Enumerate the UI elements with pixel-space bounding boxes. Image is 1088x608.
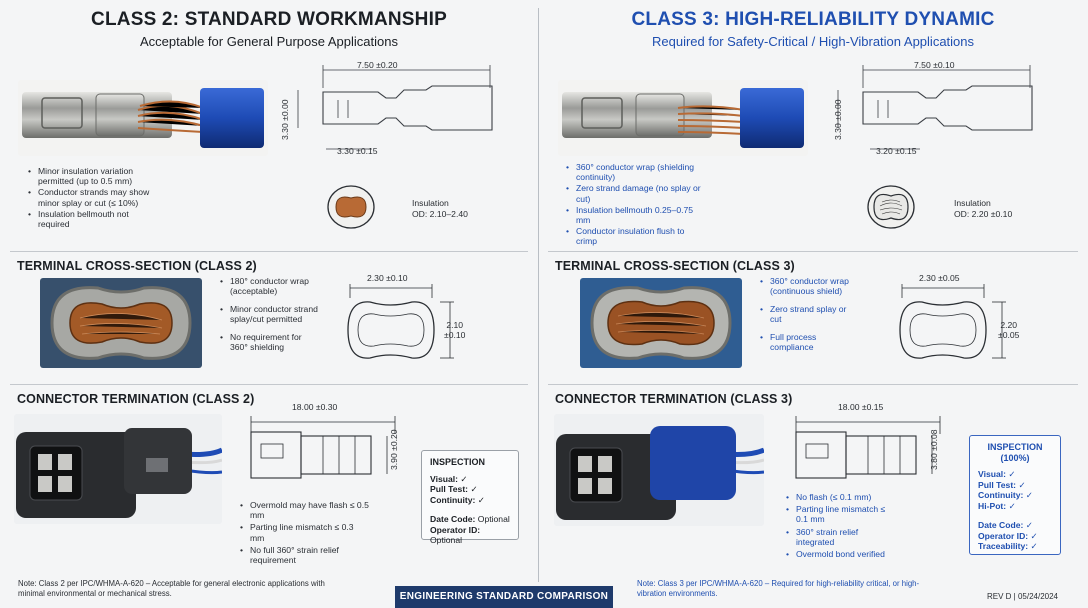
bullet-item: • 360° conductor wrap (shielding continuity) [566, 162, 706, 182]
class2-crimp-barrel-dim: 3.30 ±0.15 [337, 146, 378, 156]
class3-footer-note: Note: Class 3 per IPC/WHMA-A-620 – Required for high-reliability critical, or high-vibration environments. [637, 579, 920, 598]
inspection-label: Pull Test: [430, 484, 469, 494]
check-icon: ✓ [1018, 479, 1026, 490]
inspection-label: Traceability: [978, 541, 1029, 551]
bullet-item: • No flash (≤ 0.1 mm) [786, 492, 896, 502]
revision-label: REV D | 05/24/2024 [986, 592, 1058, 601]
class3-insulation-label: Insulation [954, 198, 991, 208]
class3-subtitle: Required for Safety-Critical / High-Vibration Applications [651, 34, 975, 49]
bullet-item: • No full 360° strain relief requirement [240, 545, 370, 565]
class3-insulation-od: OD: 2.20 ±0.10 [954, 209, 1013, 219]
class3-connector-length-dim: 18.00 ±0.15 [838, 402, 884, 412]
bullet-item: • 360° strain relief integrated [786, 527, 896, 547]
class2-inspection-box [421, 450, 519, 545]
inspection-label: Continuity: [430, 494, 476, 505]
check-icon: ✓ [477, 494, 485, 505]
class3-inspection-box [969, 435, 1061, 555]
check-icon: ✓ [1030, 530, 1038, 541]
class3-connector-heading: CONNECTOR TERMINATION (CLASS 3) [555, 392, 793, 406]
class2-connector-heading: CONNECTOR TERMINATION (CLASS 2) [17, 392, 255, 406]
class3-crimp-bullets [566, 162, 706, 248]
inspection-row [430, 525, 510, 546]
class3-crimp-photo [558, 80, 808, 156]
inspection-title: INSPECTION [430, 457, 486, 467]
check-icon: ✓ [1025, 520, 1033, 530]
inspection-value: Optional [430, 535, 463, 545]
class2-connector-photo [14, 414, 222, 524]
inspection-row [978, 531, 1052, 542]
inspection-row [978, 541, 1052, 552]
class2-connector-height-dim: 3.90 ±0.20 [389, 429, 399, 470]
class3-connector-photo [554, 414, 764, 526]
inspection-row [430, 474, 510, 485]
check-icon: ✓ [1025, 490, 1033, 500]
class2-cross-width-dim: 2.30 ±0.10 [367, 273, 408, 283]
inspection-label: Operator ID: [978, 530, 1029, 541]
inspection-row [978, 501, 1052, 512]
bullet-item: • 180° conductor wrap (acceptable) [220, 276, 320, 296]
class3-title: CLASS 3: HIGH-RELIABILITY DYNAMIC [631, 9, 995, 30]
class2-cross-section-heading: TERMINAL CROSS-SECTION (CLASS 2) [17, 259, 257, 273]
class2-connector-length-dim: 18.00 ±0.30 [292, 402, 338, 412]
class2-insulation-label: Insulation [412, 198, 449, 208]
bullet-item: • Parting line mismatch ≤ 0.3 mm [240, 522, 370, 542]
inspection-row [978, 469, 1052, 480]
bullet-item: • Zero strand splay or cut [760, 304, 860, 324]
class2-subtitle: Acceptable for General Purpose Applications [140, 34, 398, 49]
class2-cross-section-bullets [220, 276, 320, 353]
check-icon: ✓ [470, 484, 478, 494]
class2-insulation-od: OD: 2.10–2.40 [412, 209, 468, 219]
section-divider [548, 251, 1078, 252]
inspection-label: Operator ID: [430, 524, 481, 535]
class3-cross-width-dim: 2.30 ±0.05 [919, 273, 960, 283]
class3-crimp-length-dim: 7.50 ±0.10 [914, 60, 955, 70]
check-icon: ✓ [1008, 500, 1016, 511]
class3-connector-bullets [786, 492, 896, 560]
bullet-item: • Overmold bond verified [786, 549, 896, 559]
bullet-item: • Minor insulation variation permitted (up to 0.5 mm) [28, 166, 158, 186]
section-divider [548, 384, 1078, 385]
bullet-item: • Overmold may have flash ≤ 0.5 mm [240, 500, 370, 520]
inspection-row [978, 490, 1052, 501]
section-divider [10, 384, 528, 385]
class2-crimp-height-dim: 3.30 ±0.00 [280, 99, 290, 140]
inspection-label: Visual: [430, 473, 459, 484]
bullet-item: • Conductor insulation flush to crimp [566, 226, 706, 246]
inspection-label: Pull Test: [978, 479, 1017, 490]
class2-crimp-length-dim: 7.50 ±0.20 [357, 60, 398, 70]
class3-cross-height-dim: 2.20 ±0.05 [998, 320, 1020, 340]
bullet-item: • Minor conductor strand splay/cut permitted [220, 304, 320, 324]
class3-connector-height-dim: 3.80 ±0.08 [929, 429, 939, 470]
check-icon: ✓ [460, 473, 468, 484]
check-icon: ✓ [1008, 469, 1016, 479]
class2-crimp-drawing [290, 58, 510, 166]
class2-connector-bullets [240, 500, 370, 566]
bullet-item: • Zero strand damage (no splay or cut) [566, 183, 706, 203]
class3-crimp-barrel-dim: 3.20 ±0.15 [876, 146, 917, 156]
inspection-label: Continuity: [978, 490, 1024, 500]
footer-title-bar: ENGINEERING STANDARD COMPARISON [395, 586, 613, 608]
class2-crimp-photo [18, 80, 268, 156]
class2-cross-section-photo [40, 278, 202, 368]
column-divider [538, 8, 539, 582]
inspection-label: Hi-Pot: [978, 500, 1007, 511]
inspection-value: Optional [477, 514, 510, 524]
check-icon: ✓ [1030, 541, 1038, 551]
bullet-item: • 360° conductor wrap (continuous shield) [760, 276, 860, 296]
class2-small-cross-section [326, 184, 376, 230]
inspection-row [978, 520, 1052, 531]
section-divider [10, 251, 528, 252]
bullet-item: • No requirement for 360° shielding [220, 332, 320, 352]
class2-cross-height-dim: 2.10 ±0.10 [444, 320, 466, 340]
class2-title: CLASS 2: STANDARD WORKMANSHIP [91, 9, 447, 30]
class3-crimp-drawing [830, 58, 1050, 166]
class3-crimp-height-dim: 3.30 ±0.00 [833, 99, 843, 140]
class3-cross-section-photo [580, 278, 742, 368]
bullet-item: • Full process compliance [760, 332, 860, 352]
bullet-item: • Insulation bellmouth not required [28, 209, 158, 229]
class2-crimp-bullets [28, 166, 158, 230]
inspection-label: Date Code: [430, 514, 476, 524]
inspection-label: Date Code: [978, 520, 1024, 530]
inspection-row [430, 484, 510, 495]
bullet-item: • Parting line mismatch ≤ 0.1 mm [786, 504, 896, 524]
bullet-item: • Conductor strands may show minor splay or cut (≤ 10%) [28, 187, 158, 207]
class2-footer-note: Note: Class 2 per IPC/WHMA-A-620 – Acceptable for general electronic applications with minimal environmental or mechanical stress. [18, 579, 325, 598]
class3-small-cross-section [866, 184, 916, 230]
inspection-title: INSPECTION (100%) [987, 442, 1043, 463]
class3-cross-section-bullets [760, 276, 860, 353]
inspection-row [430, 495, 510, 506]
inspection-row [430, 514, 510, 525]
class3-cross-section-heading: TERMINAL CROSS-SECTION (CLASS 3) [555, 259, 795, 273]
bullet-item: • Insulation bellmouth 0.25–0.75 mm [566, 205, 706, 225]
inspection-row [978, 480, 1052, 491]
inspection-label: Visual: [978, 469, 1007, 479]
